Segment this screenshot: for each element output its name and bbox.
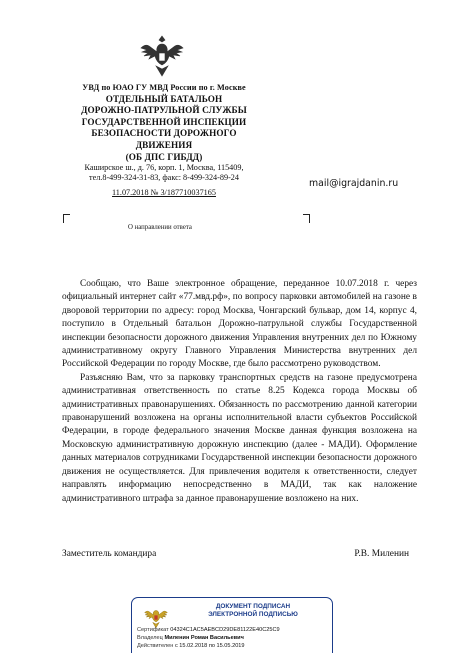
stamp-certificate-label: Сертификат [137, 627, 169, 633]
signature-block [62, 549, 417, 559]
registration-number: 11.07.2018 № 3/187710037165 [112, 188, 216, 198]
signer-name: Р.В. Миленин [354, 549, 409, 559]
stamp-validity-label: Действителен [137, 643, 174, 649]
subject-line: О направлении ответа [128, 224, 192, 231]
stamp-validity [137, 643, 245, 649]
stamp-title: ДОКУМЕНТ ПОДПИСАН [215, 603, 291, 610]
sender-unit: ОТДЕЛЬНЫЙ БАТАЛЬОН [105, 93, 223, 104]
sender-unit: ДОРОЖНО-ПАТРУЛЬНОЙ СЛУЖБЫ [81, 105, 247, 116]
subject-bracket-right [303, 214, 310, 223]
body-paragraph: Сообщаю, что Ваше электронное обращение, переданное 10.07.2018 г. через официальный интернет сайт «77.мвд.рф», по вопросу парковки автомобилей на газоне в дворовой территории по адресу: город Москва, Чонгарский бульвар, дом 14, корпус 4, поступило в Отдельный батальон Дорожно-патрульной службы Государственной инспекции безопасности дорожного движения Управления внутренних дел по Южному административному округу Главного Управления Министерства внутренних дел Российской Федерации по городу Москве, где было рассмотрено руководством. [62, 279, 417, 370]
sender-unit: ГОСУДАРСТВЕННОЙ ИНСПЕКЦИИ [81, 116, 247, 127]
signer-position: Заместитель командира [62, 549, 157, 559]
sender-address: Каширское ш., д. 76, корп. 1, Москва, 115409, [84, 163, 244, 173]
sender-unit: ДВИЖЕНИЯ [135, 139, 193, 150]
sender-organization: УВД по ЮАО ГУ МВД России по г. Москве [82, 83, 246, 92]
recipient-email: mail@igrajdanin.ru [309, 178, 399, 189]
body-paragraph: Разъясняю Вам, что за парковку транспортных средств на газоне предусмотрена административная ответственность по статье 8.25 Кодекса города Москвы об административных правонарушениях. Обязанность по рассмотрению данной категории правонарушений возложена на органы исполнительной власти субъектов Российской Федерации, в городе федерального значения Москве данная функция возложена на Московскую административную дорожную инспекцию (далее - МАДИ). Оформление данных материалов сотрудниками Государственной инспекции безопасности дорожного движения не осуществляется. Для привлечения водителя к ответственности, следует направлять информацию непосредственно в МАДИ, так как наложение административного штрафа за данное правонарушение возложено на них. [62, 372, 417, 504]
stamp-subtitle: ЭЛЕКТРОННОЙ ПОДПИСЬЮ [208, 611, 298, 618]
stamp-validity-value: с 15.02.2018 по 15.05.2019 [174, 643, 245, 649]
double-headed-eagle-emblem-icon [139, 32, 185, 80]
sender-contacts: тел.8-499-324-31-83, факс: 8-499-324-89-24 [89, 172, 239, 182]
letter-body [62, 278, 417, 506]
sender-header [58, 82, 270, 200]
subject-bracket-left [63, 214, 70, 223]
stamp-owner-label: Владелец [137, 635, 163, 641]
stamp-certificate-value: 04324C1AC5AEBCD29DE81122E40C25C9 [170, 627, 280, 633]
stamp-owner [137, 635, 244, 641]
stamp-certificate [137, 627, 280, 633]
sender-unit: БЕЗОПАСНОСТИ ДОРОЖНОГО [91, 128, 237, 139]
electronic-signature-stamp [131, 597, 333, 653]
stamp-owner-value: Миленин Роман Васильевич [164, 635, 244, 641]
sender-unit-abbr: (ОБ ДПС ГИБДД) [125, 151, 203, 162]
